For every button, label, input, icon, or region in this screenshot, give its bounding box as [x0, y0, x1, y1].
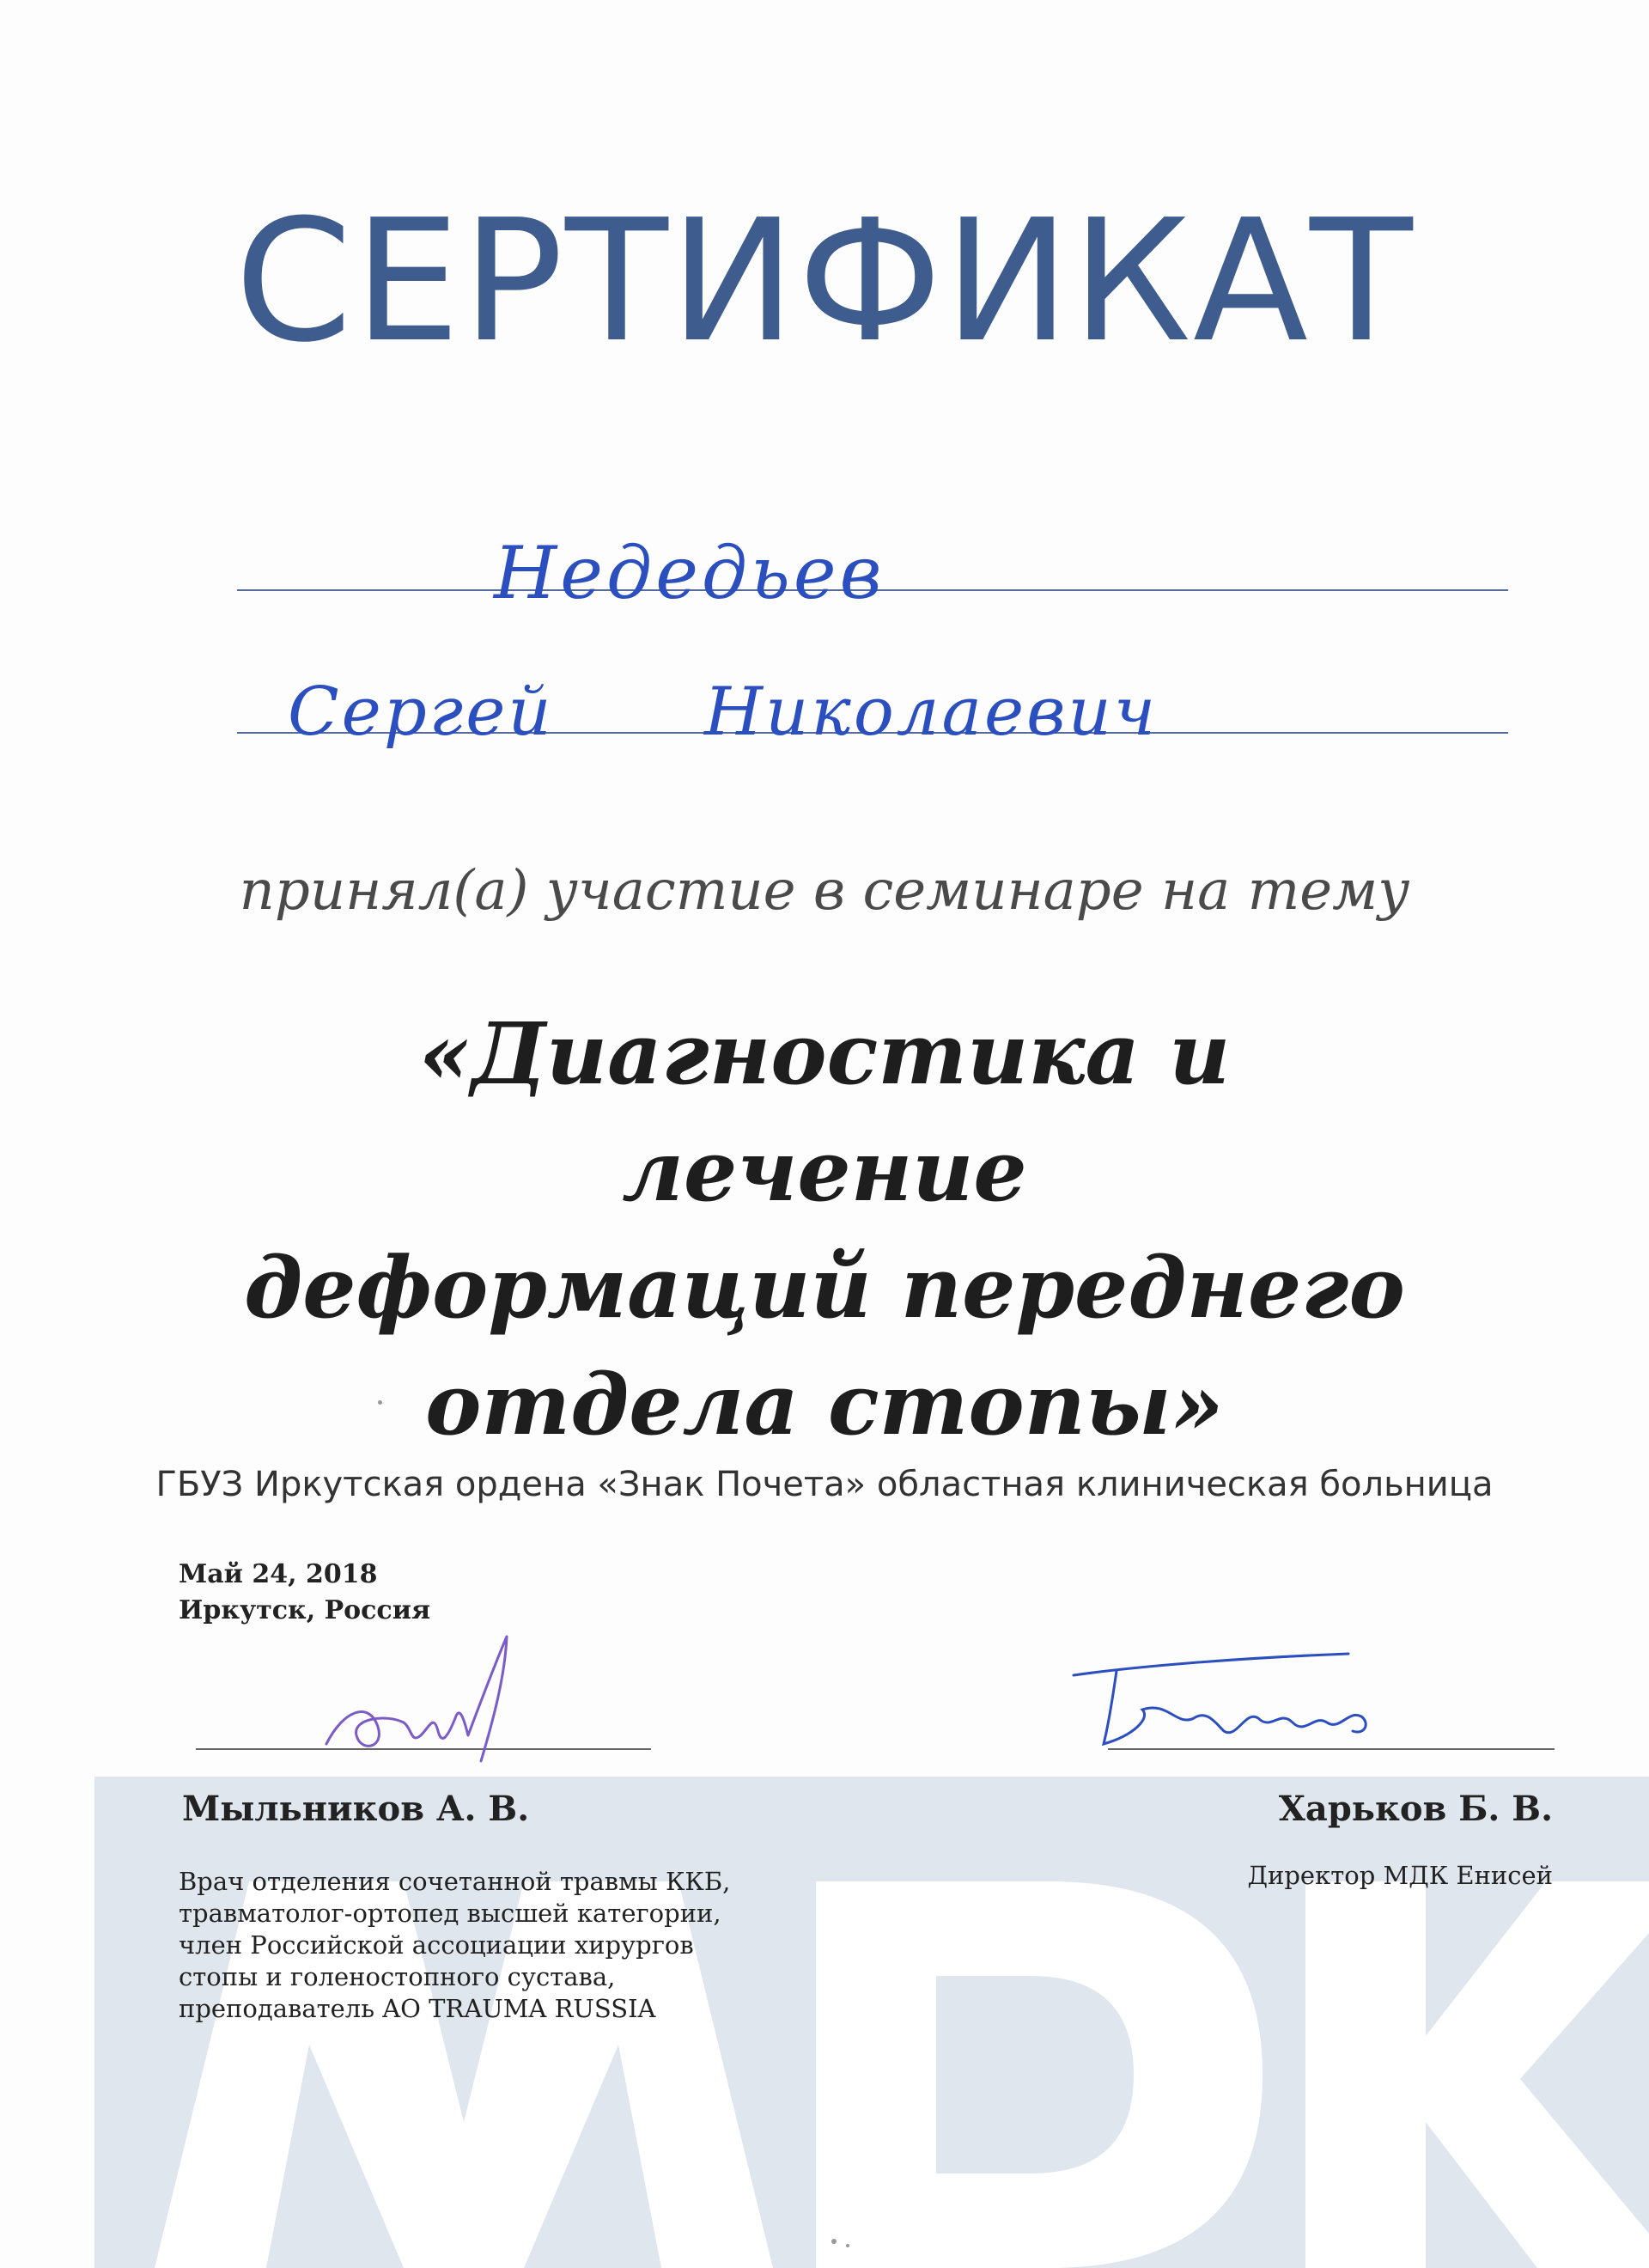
- event-date: Май 24, 2018: [179, 1559, 378, 1589]
- scan-speck: [831, 2239, 837, 2244]
- institution-name: ГБУЗ Иркутская ордена «Знак Почета» областная клиническая больница: [155, 1465, 1494, 1504]
- role-line: травматолог-ортопед высшей категории,: [179, 1899, 721, 1928]
- seminar-topic: [223, 997, 1426, 1464]
- role-line: Врач отделения сочетанной травмы ККБ,: [179, 1867, 731, 1896]
- signatory-role-left: [179, 1866, 730, 2025]
- certificate-title: СЕРТИФИКАТ: [234, 184, 1415, 380]
- topic-line: «Диагностика и лечение: [418, 1005, 1231, 1221]
- date-location: [179, 1557, 430, 1629]
- role-line: стопы и голеностопного сустава,: [179, 1962, 616, 1991]
- left-signature: [309, 1632, 567, 1778]
- handwritten-first-name: Сергей: [288, 674, 554, 751]
- participation-text: принял(а) участие в семинаре на тему: [239, 859, 1410, 923]
- event-location: Иркутск, Россия: [179, 1595, 431, 1625]
- handwritten-surname: Недедьев: [494, 531, 885, 615]
- right-signature: [1065, 1649, 1409, 1761]
- scan-speck: [378, 1400, 382, 1405]
- scan-speck: [846, 2244, 849, 2247]
- role-line: член Российской ассоциации хирургов: [179, 1930, 694, 1960]
- handwritten-patronymic: Николаевич: [704, 674, 1159, 751]
- role-line: преподаватель AO TRAUMA RUSSIA: [179, 1994, 656, 2023]
- signatory-name-left: Мыльников А. В.: [182, 1789, 530, 1829]
- topic-line: отдела стопы»: [425, 1356, 1224, 1454]
- signatory-role-right: Директор МДК Енисей: [1247, 1861, 1553, 1890]
- topic-line: деформаций переднего: [244, 1239, 1405, 1338]
- signatory-name-right: Харьков Б. В.: [1278, 1789, 1553, 1829]
